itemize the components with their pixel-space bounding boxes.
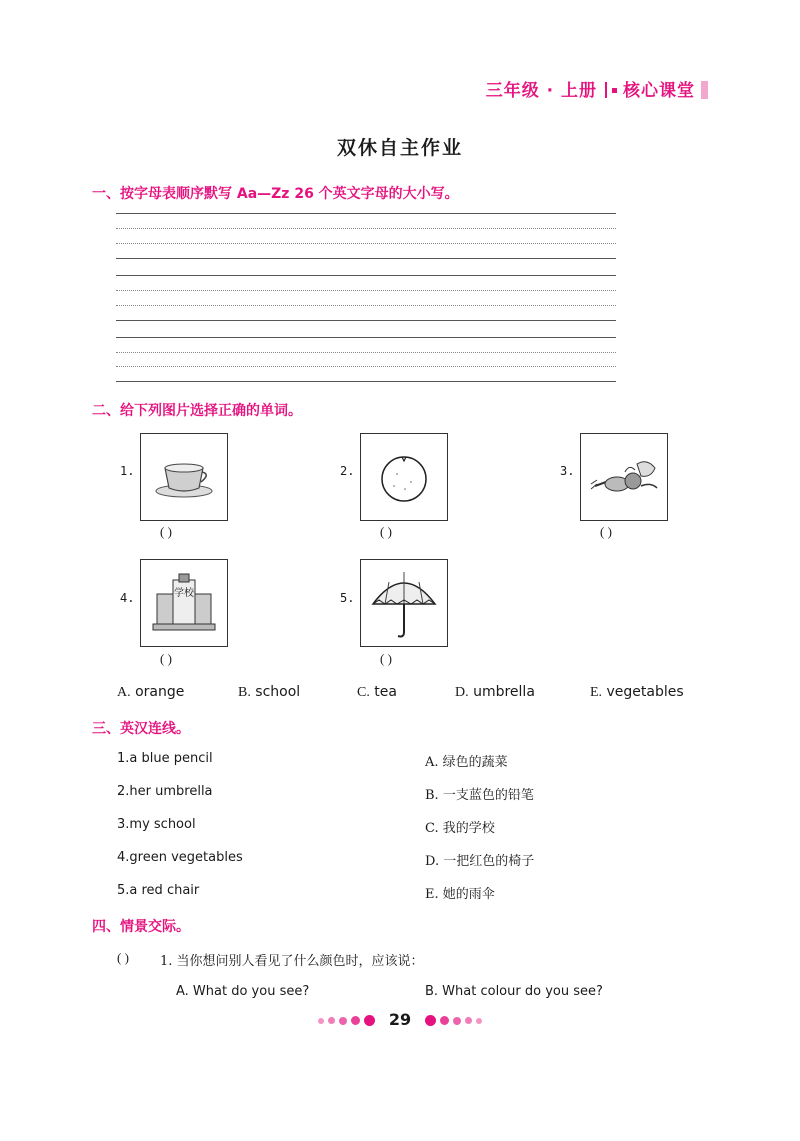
match-right-item[interactable]: E. 她的雨伞 [425, 887, 495, 902]
section3-heading: 三、英汉连线。 [92, 721, 190, 737]
section1-heading: 一、按字母表顺序默写 Aa—Zz 26 个英文字母的大小写。 [92, 186, 459, 202]
item-number: 4. [120, 591, 135, 605]
teacup-icon [141, 434, 227, 520]
picture-frame [140, 559, 228, 647]
word-option-a: A. orange [117, 684, 185, 700]
match-right-item[interactable]: A. 绿色的蔬菜 [425, 755, 508, 770]
header-course: 核心课堂 [623, 81, 695, 101]
item-number: 2. [340, 464, 355, 478]
orange-icon [361, 434, 447, 520]
answer-blank[interactable]: ( ) [160, 524, 172, 539]
answer-blank[interactable]: ( ) [160, 651, 172, 666]
page-number-bar [0, 1010, 800, 1029]
page-header [486, 76, 708, 101]
header-grade: 三年级 · 上册 [485, 81, 597, 101]
picture-frame [140, 433, 228, 521]
picture-frame [580, 433, 668, 521]
section4-heading: 四、情景交际。 [92, 919, 190, 935]
match-right-item[interactable]: D. 一把红色的椅子 [425, 854, 535, 869]
picture-frame [360, 559, 448, 647]
item-number: 3. [560, 464, 575, 478]
header-bar-icon [701, 81, 708, 99]
match-right-item[interactable]: B. 一支蓝色的铅笔 [425, 788, 534, 803]
school-icon [141, 560, 227, 646]
page-title: 双休自主作业 [336, 137, 463, 159]
match-left-item[interactable]: 5.a red chair [117, 883, 200, 898]
match-right-item[interactable]: C. 我的学校 [425, 821, 495, 836]
word-option-d: D. umbrella [455, 684, 535, 700]
answer-blank[interactable]: ( ) [600, 524, 612, 539]
word-option-e: E. vegetables [590, 684, 684, 700]
dots-right-icon [423, 1010, 484, 1029]
header-divider [605, 82, 607, 98]
umbrella-icon [361, 560, 447, 646]
item-number: 1. [120, 464, 135, 478]
section2-heading: 二、给下列图片选择正确的单词。 [92, 403, 302, 419]
answer-blank[interactable]: ( ) [380, 524, 392, 539]
answer-blank[interactable]: ( ) [380, 651, 392, 666]
choice-b[interactable]: B. What colour do you see? [425, 984, 603, 999]
header-square-icon [612, 88, 617, 93]
match-left-item[interactable]: 2.her umbrella [117, 784, 213, 799]
vegetables-icon [581, 434, 667, 520]
page-number: 29 [388, 1010, 412, 1029]
dots-left-icon [316, 1010, 383, 1029]
word-option-c: C. tea [357, 684, 397, 700]
match-left-item[interactable]: 4.green vegetables [117, 850, 243, 865]
choice-a[interactable]: A. What do you see? [176, 984, 310, 999]
answer-blank[interactable]: ( ) [117, 950, 129, 965]
match-left-item[interactable]: 1.a blue pencil [117, 751, 213, 766]
school-sign: 学校 [174, 588, 194, 599]
word-option-b: B. school [238, 684, 301, 700]
question-text: 1. 当你想问别人看见了什么颜色时，应该说： [160, 954, 424, 969]
item-number: 5. [340, 591, 355, 605]
match-left-item[interactable]: 3.my school [117, 817, 196, 832]
picture-frame [360, 433, 448, 521]
